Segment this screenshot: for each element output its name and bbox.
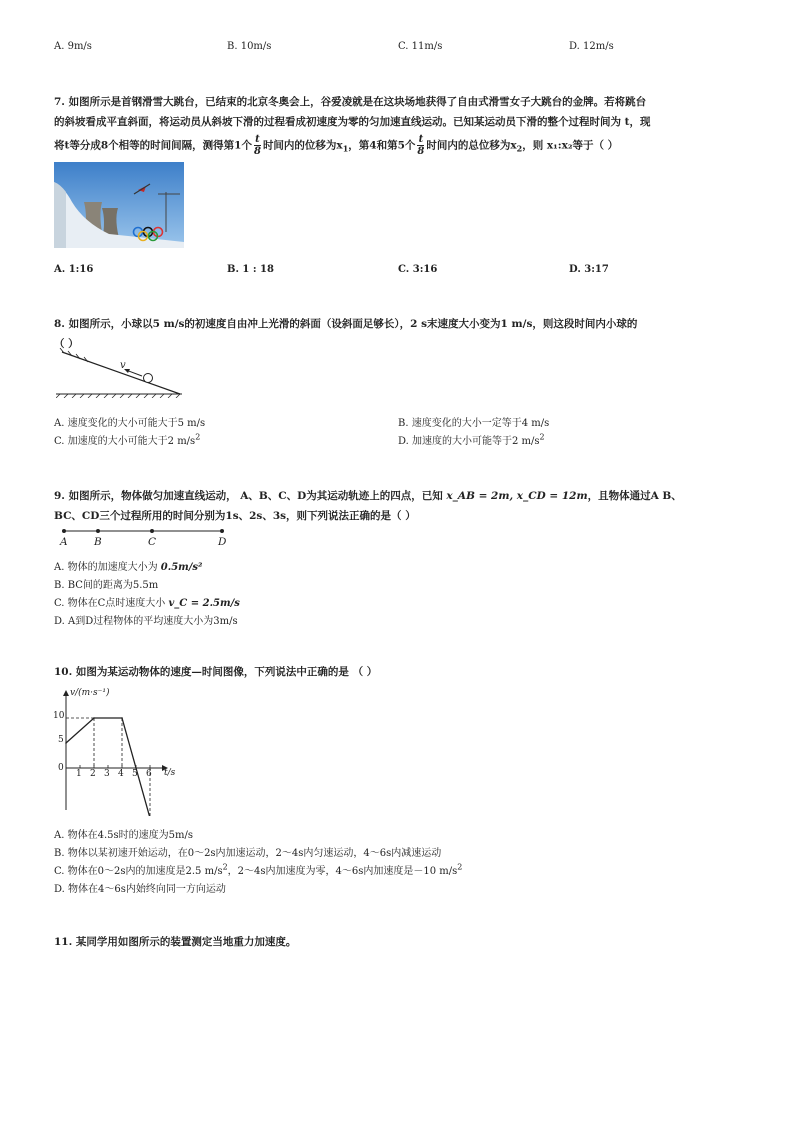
vt-point-1 bbox=[93, 717, 95, 719]
q10-xtick-5: 5 bbox=[132, 769, 138, 779]
q9-option-a-text: A. 物体的加速度大小为 bbox=[54, 562, 158, 573]
q7-line3c: ，第4和第5个 bbox=[348, 139, 416, 152]
q7-line2: 的斜坡看成平直斜面，将运动员从斜坡下滑的过程看成初速度为零的匀加速直线运动。已知某运动员下滑的整个过程时间为 t，现 bbox=[54, 116, 651, 128]
vt-graph-svg bbox=[52, 686, 182, 816]
q8-option-a: A. 速度变化的大小可能大于5 m/s bbox=[54, 418, 206, 429]
q8-v-label: v bbox=[120, 360, 126, 371]
q7-option-b: B. 1 : 18 bbox=[227, 264, 274, 275]
q9-line1a: 9. 如图所示，物体做匀加速直线运动， A、B、C、D为其运动轨迹上的四点，已知 bbox=[54, 490, 443, 502]
q7-line3 bbox=[54, 134, 744, 159]
q10-stem bbox=[54, 662, 744, 682]
q10-option-c-sup1: 2 bbox=[222, 862, 228, 872]
v-axis-arrow bbox=[63, 690, 69, 696]
q7-frac-den: 8 bbox=[253, 146, 261, 157]
q7-frac-1 bbox=[254, 134, 261, 157]
q10-option-c-sup2: 2 bbox=[457, 862, 463, 872]
q6-option-d: D. 12m/s bbox=[569, 41, 614, 52]
q9-option-c-value: v_C = 2.5m/s bbox=[168, 598, 240, 609]
q8-line1: 8. 如图所示，小球以5 m/s的初速度自由冲上光滑的斜面（设斜面足够长），2 s末速度大小变为1 m/s，则这段时间内小球的 bbox=[54, 318, 638, 330]
q7-sub2: 2 bbox=[516, 143, 523, 154]
q10-stem-text: 10. 如图为某运动物体的速度—时间图像，下列说法中正确的是 （ ） bbox=[54, 666, 378, 678]
q10-xlabel: t/s bbox=[164, 768, 176, 778]
q7-stem bbox=[54, 92, 744, 159]
q10-option-a: A. 物体在4.5s时的速度为5m/s bbox=[54, 830, 193, 841]
q8-incline-figure bbox=[56, 348, 186, 398]
q6-option-c: C. 11m/s bbox=[398, 41, 443, 52]
q8-option-c-text: C. 加速度的大小可能大于2 m/s bbox=[54, 436, 196, 447]
q8-option-c bbox=[54, 432, 200, 447]
q10-option-c-mid: ，2～4s内加速度为零，4～6s内加速度是－10 m/s bbox=[227, 866, 458, 877]
q10-xtick-1: 1 bbox=[76, 769, 82, 779]
q7-line3a: 将t等分成8个相等的时间间隔，测得第1个 bbox=[54, 139, 252, 152]
q7-option-a: A. 1:16 bbox=[54, 264, 94, 275]
q7-frac-num: t bbox=[255, 134, 260, 145]
q9-option-a-value: 0.5m/s² bbox=[160, 562, 203, 573]
q10-ytick-5: 5 bbox=[58, 735, 64, 745]
q9-option-c bbox=[54, 594, 240, 609]
q9-point-a: A bbox=[60, 536, 68, 548]
q8-option-d bbox=[398, 432, 545, 447]
q10-vt-graph bbox=[52, 686, 182, 816]
q8-option-b: B. 速度变化的大小一定等于4 m/s bbox=[398, 418, 550, 429]
q7-line3b: 时间内的位移为x bbox=[262, 139, 343, 152]
q6-option-a: A. 9m/s bbox=[54, 41, 92, 52]
q10-ytick-10: 10 bbox=[53, 711, 65, 721]
q10-xtick-4: 4 bbox=[118, 769, 124, 779]
q7-line3e: ，则 x₁:x₂等于（ ） bbox=[522, 139, 619, 152]
q11-stem-text: 11. 某同学用如图所示的装置测定当地重力加速度。 bbox=[54, 936, 297, 948]
q9-line2: BC、CD三个过程所用的时间分别为1s、2s、3s，则下列说法正确的是（ ） bbox=[54, 510, 416, 522]
q9-option-b: B. BC间的距离为5.5m bbox=[54, 580, 159, 591]
q9-point-b: B bbox=[94, 536, 102, 548]
q7-frac2-num: t bbox=[418, 134, 424, 145]
q9-track-figure bbox=[58, 526, 238, 550]
q10-option-d: D. 物体在4～6s内始终向同一方向运动 bbox=[54, 884, 226, 895]
q10-ytick-0: 0 bbox=[58, 763, 64, 773]
q10-xtick-3: 3 bbox=[104, 769, 110, 779]
q9-option-d: D. A到D过程物体的平均速度大小为3m/s bbox=[54, 616, 238, 627]
q10-option-c-text: C. 物体在0～2s内的加速度是2.5 m/s bbox=[54, 866, 223, 877]
q7-option-c: C. 3:16 bbox=[398, 264, 438, 275]
q8-line2: （ ） bbox=[54, 338, 79, 350]
q8-option-c-sup: 2 bbox=[195, 432, 201, 442]
q7-frac2-den: 8 bbox=[417, 146, 425, 157]
q6-option-b: B. 10m/s bbox=[227, 41, 272, 52]
q10-xtick-6: 6 bbox=[146, 769, 152, 779]
q10-option-b: B. 物体以某初速开始运动，在0～2s内加速运动，2～4s内匀速运动，4～6s内减速运动 bbox=[54, 848, 442, 859]
q9-option-c-text: C. 物体在C点时速度大小 bbox=[54, 598, 166, 609]
vt-point-0 bbox=[65, 742, 67, 744]
q10-option-c bbox=[54, 862, 462, 877]
q9-line1b: ，且物体通过A B、 bbox=[587, 490, 682, 502]
q7-sub1: 1 bbox=[342, 143, 349, 154]
ski-jump-photo bbox=[54, 162, 184, 248]
q7-option-d: D. 3:17 bbox=[569, 264, 609, 275]
vt-point-2 bbox=[121, 717, 123, 719]
q11-stem bbox=[54, 932, 744, 952]
q9-point-d: D bbox=[218, 536, 227, 548]
q7-frac-2 bbox=[417, 134, 424, 157]
q7-line1: 7. 如图所示是首钢滑雪大跳台，已结束的北京冬奥会上，谷爱凌就是在这块场地获得了自由式滑雪女子大跳台的金牌。若将跳台 bbox=[54, 96, 647, 108]
q10-ylabel: v/(m·s⁻¹) bbox=[70, 688, 110, 698]
q7-line3d: 时间内的总位移为x bbox=[426, 139, 517, 152]
q8-option-d-text: D. 加速度的大小可能等于2 m/s bbox=[398, 436, 540, 447]
q9-option-a bbox=[54, 558, 202, 573]
q9-line1 bbox=[54, 486, 744, 506]
q9-xab-formula: x_AB = 2m, x_CD = 12m bbox=[446, 490, 588, 502]
q10-xtick-2: 2 bbox=[90, 769, 96, 779]
q9-point-c: C bbox=[148, 536, 157, 548]
q9-stem bbox=[54, 486, 744, 526]
q8-option-d-sup: 2 bbox=[539, 432, 545, 442]
